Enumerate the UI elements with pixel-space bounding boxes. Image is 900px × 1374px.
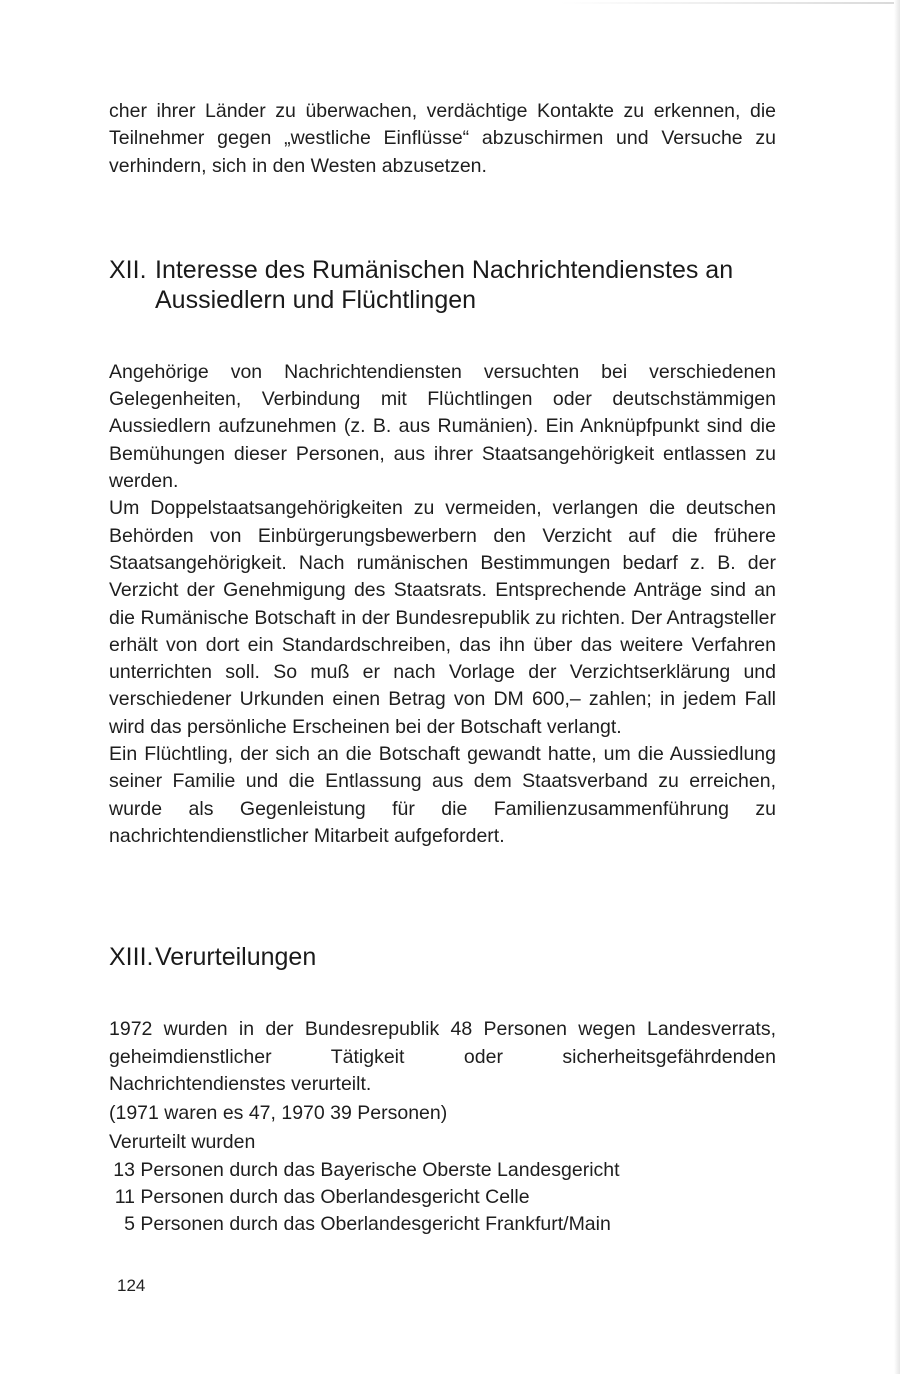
section-12-paragraph-3: Ein Flüchtling, der sich an die Botschaft gewandt hatte, um die Aussiedlung seiner Familie und die Entlassung aus dem Staatsverband zu erreichen, wurde als Gegenleistung für die Familienzusammenführung zu nachrichtendienstlicher Mitarbeit aufgefordert. <box>109 743 776 847</box>
list-item-text: Personen durch das Oberlandesgericht Celle <box>140 1186 530 1209</box>
section-12-title-line2: Aussiedlern und Flüchtlingen <box>155 285 477 314</box>
section-13-number: XIII. <box>109 943 154 972</box>
list-item <box>109 1157 776 1184</box>
section-12-paragraph-2: Um Doppelstaatsangehörigkeiten zu vermeiden, verlangen die deutschen Behörden von Einbürgerungsbewerbern den Verzicht auf die frühere Staatsangehörigkeit. Nach rumänischen Bestimmungen bedarf z. B. der Verzicht der Genehmigung des Staatsrats. Entsprechende Anträge sind an die Rumänische Botschaft in der Bundesrepublik zu richten. Der Antragsteller erhält von dort ein Standardschreiben, das ihn über das weitere Verfahren unterrichten soll. So muß er nach Vorlage der Verzichtserklärung und verschiedener Urkunden einen Betrag von DM 600,– zahlen; in jedem Fall wird das persönliche Erscheinen bei der Botschaft verlangt. <box>109 497 776 738</box>
page-number: 124 <box>117 1276 146 1295</box>
list-item <box>109 1184 776 1211</box>
scan-edge-shadow <box>894 0 900 1374</box>
scan-edge-line <box>560 2 900 4</box>
list-item <box>109 1211 776 1238</box>
intro-paragraph: cher ihrer Länder zu überwachen, verdächtige Kontakte zu erkennen, die Teilnehmer gegen „westliche Einflüsse“ abzuschirmen und Versuche zu verhindern, sich in den Westen abzusetzen. <box>109 100 776 177</box>
section-12-heading <box>109 255 776 315</box>
section-12-paragraph-1: Angehörige von Nachrichtendiensten versuchten bei verschiedenen Gelegenheiten, Verbindung mit Flüchtlingen oder deutschstämmigen Aussiedlern aufzunehmen (z. B. aus Rumänien). Ein Anknüpfpunkt sind die Bemühungen dieser Personen, aus ihrer Staatsangehörigkeit entlassen zu werden. <box>109 360 776 493</box>
list-item-text: Personen durch das Bayerische Oberste Landesgericht <box>140 1158 620 1181</box>
section-13-paragraph-1: 1972 wurden in der Bundesrepublik 48 Personen wegen Landesverrats, geheimdienstlicher Tätigkeit oder sicherheitsgefährdenden Nachrichtendienstes verurteilt. <box>109 1018 776 1095</box>
section-13-title: Verurteilungen <box>155 943 317 972</box>
section-13-heading <box>109 942 776 972</box>
section-12-title-line1: Interesse des Rumänischen Nachrichtendienstes an <box>155 255 734 284</box>
list-item-count: 11 <box>114 1186 135 1209</box>
section-13-paragraph-2: (1971 waren es 47, 1970 39 Personen) <box>109 1102 448 1125</box>
section-12-number: XII. <box>109 255 147 284</box>
section-13-paragraph-3: Verurteilt wurden <box>109 1131 256 1154</box>
list-item-count: 13 <box>113 1158 135 1181</box>
list-item-text: Personen durch das Oberlandesgericht Frankfurt/Main <box>140 1213 611 1236</box>
court-list <box>109 1157 776 1239</box>
list-item-count: 5 <box>124 1213 135 1236</box>
page-body <box>109 98 776 1239</box>
